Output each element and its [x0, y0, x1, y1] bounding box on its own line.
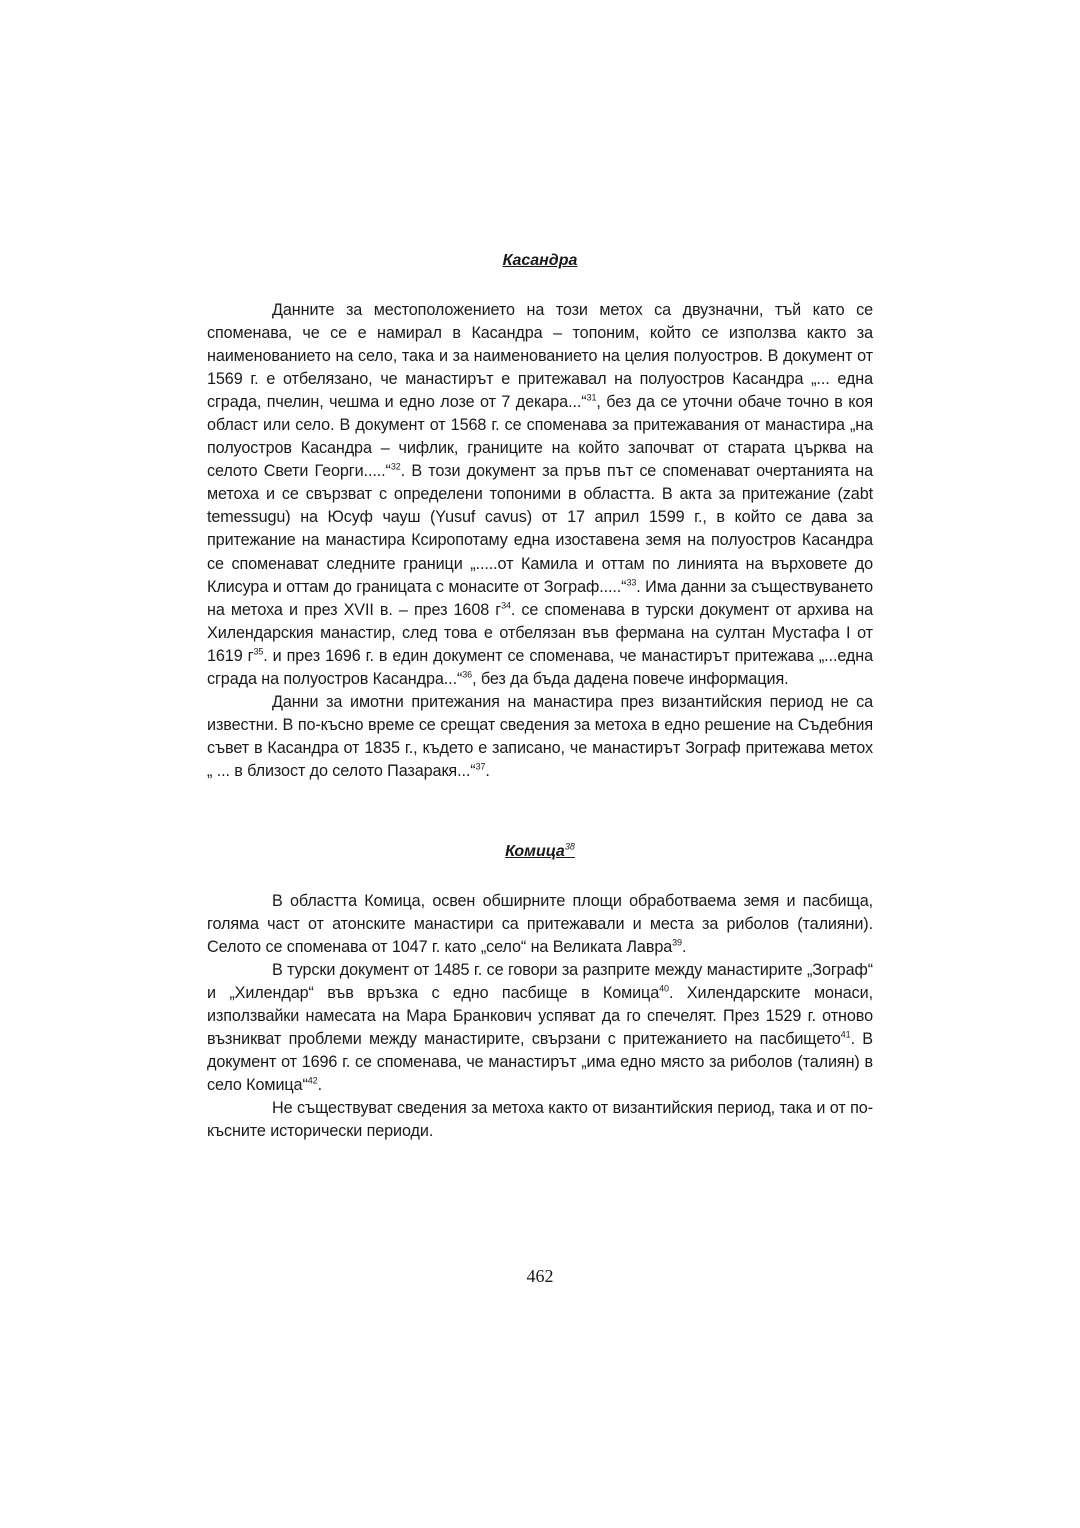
footnote-ref: 35: [253, 646, 264, 657]
footnote-ref: 42: [307, 1075, 318, 1086]
footnote-ref: 32: [390, 461, 401, 472]
paragraph-text: В областта Комица, освен обширните площи обработваема земя и пасбища, голяма част от атонските манастири са притежавали и места за риболов (талияни). Селото се споменава от 1047 г. като „село“ на Великата Лавра: [207, 891, 873, 957]
paragraph-text: . В документ от 1696 г. се споменава, че манастирът „има едно място за риболов (талиян) в село Комица“: [207, 1030, 873, 1095]
paragraph: [207, 1097, 873, 1143]
paragraph-text: , без да се уточни обаче точно в коя област или село. В документ от 1568 г. се споменава за притежавания от манастира „на полуостров Касандра – чифлик, границите на който започват от старата църква на селото Свети Георги.....“: [207, 393, 873, 481]
paragraph-text: . В този документ за пръв път се споменават очертанията на метоха и се свързват с определени топоними в областта. В акта за притежание (zabt temessugu) на Юсуф чауш (Yusuf cavus) от 17 април 1599 г., в който се дава за притежание на манастира Ксиропотаму една изоставена земя на полуостров Касандра се споменават следните граници „.....от Камила и оттам по линията на върховете до Клисура и оттам до границата с монасите от Зограф.....“: [207, 462, 874, 596]
page-body: [207, 250, 873, 1144]
paragraph-text: , без да бъда дадена повече информация.: [472, 669, 789, 688]
section-komitsa: [207, 841, 873, 1144]
paragraph-text: Не съществуват сведения за метоха както от византийския период, така и от по-късните исторически периоди.: [207, 1099, 873, 1141]
footnote-ref: 37: [475, 761, 486, 772]
paragraph-text: . се споменава в турски документ от архива на Хилендарския манастир, след това е отбелязан във фермана на султан Мустафа I от 1619 г: [207, 600, 873, 665]
paragraph-text: .: [317, 1076, 322, 1095]
footnote-ref: 38: [564, 841, 575, 852]
footnote-ref: 40: [659, 983, 669, 994]
section-body-komitsa: [207, 890, 873, 1144]
paragraph-text: . Хилендарските монаси, използвайки намесата на Мара Бранкович успяват да го спечелят. През 1529 г. отново възникват проблеми между манастирите, свързани с притежанието на пасбището: [207, 984, 874, 1049]
section-body-kasandra: [207, 299, 873, 783]
paragraph-text: . и през 1696 г. в един документ се споменава, че манастирът притежава „...една сграда на полуостров Касандра...“: [207, 646, 873, 688]
paragraph: [207, 890, 873, 959]
footnote-ref: 36: [462, 669, 473, 680]
paragraph: [207, 299, 873, 691]
paragraph: [207, 691, 873, 783]
footnote-ref: 31: [586, 392, 597, 403]
paragraph-text: . Има данни за съществуването на метоха и през XVII в. – през 1608 г: [207, 577, 873, 619]
section-heading-komitsa: [207, 841, 873, 863]
section-heading-text: Комица: [505, 842, 565, 860]
paragraph-text: .: [485, 761, 490, 780]
footnote-ref: 39: [672, 937, 682, 948]
paragraph-text: Данни за имотни притежания на манастира през византийския период не са известни. В по-късно време се срещат сведения за метоха в едно решение на Съдебния съвет в Касандра от 1835 г., където е записано, че манастирът Зограф притежава метох „ ... в близост до селото Пазаракя...“: [207, 692, 873, 780]
paragraph: [207, 959, 873, 1097]
paragraph-text: .: [681, 938, 687, 957]
section-kasandra: [207, 250, 873, 783]
section-heading-kasandra: [207, 250, 873, 272]
page-number: 462: [526, 1266, 554, 1286]
footnote-ref: 34: [501, 600, 511, 611]
footnote-ref: 41: [840, 1029, 851, 1040]
section-heading-text: Касандра: [502, 252, 578, 269]
footnote-ref: 33: [626, 577, 637, 588]
paragraph-text: В турски документ от 1485 г. се говори за разприте между манастирите „Зограф“ и „Хилендар“ във връзка с едно пасбище в Комица: [207, 961, 873, 1003]
paragraph-text: Данните за местоположението на този метох са двузначни, тъй като се споменава, че се е намирал в Касандра – топоним, който се използва както за наименованието на село, така и за наименованието на целия полуостров. В документ от 1569 г. е отбелязано, че манастирът е притежавал на полуостров Касандра „... една сграда, пчелин, чешма и едно лозе от 7 декара...“: [207, 301, 873, 412]
